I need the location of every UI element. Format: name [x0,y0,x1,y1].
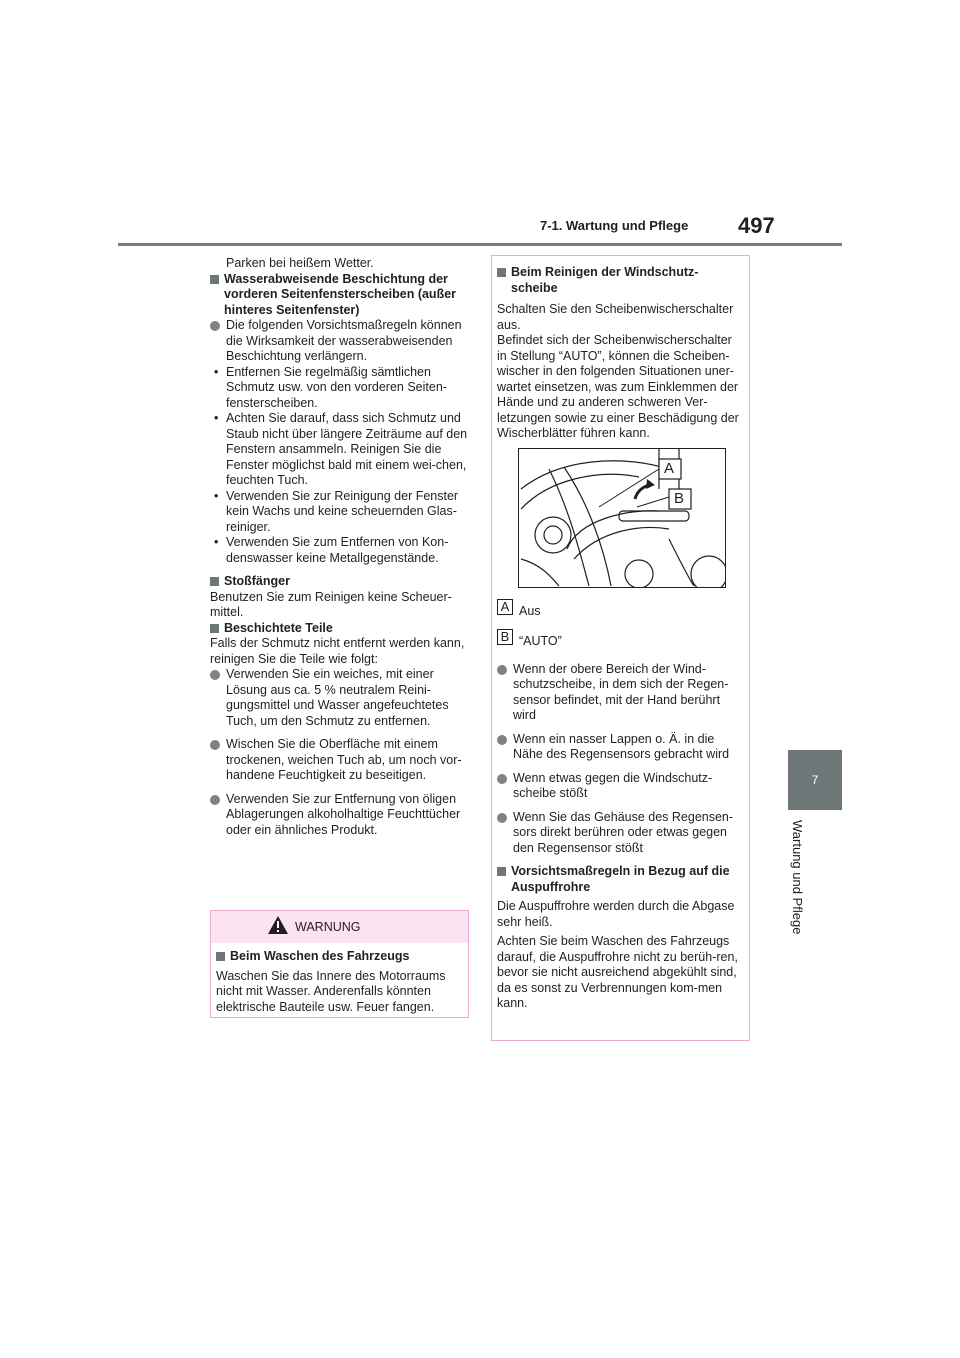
warning-heading: Beim Waschen des Fahrzeugs [216,949,462,965]
warning-title: WARNUNG [295,920,361,934]
bullet-item: • Verwenden Sie zum Entfernen von Kon-denswasser keine Metallgegenstände. [214,535,449,565]
legend-key-b: B [497,629,513,645]
warning-body [211,943,468,1015]
right-column-box [491,255,750,1041]
warning-triangle-icon [267,915,289,935]
point-item: Wenn etwas gegen die Windschutz-scheibe stößt [497,771,743,802]
exhaust-text-a: Die Auspuffrohre werden durch die Abgase sehr heiß. [497,899,735,929]
heading-bumper: Stoßfänger [210,574,470,590]
bullet-item: • Verwenden Sie zur Reinigung der Fenster kein Wachs und keine scheuernden Glas-reiniger. [214,488,459,534]
point-item: Verwenden Sie zur Entfernung von öligen Ablagerungen alkoholhaltige Feuchttücher oder ein ähnliches Produkt. [210,792,470,839]
legend-text-b: “AUTO” [519,634,562,648]
bullet-list [210,365,470,567]
point-dot-icon [497,774,507,784]
heading-coated-parts: Beschichtete Teile [210,621,470,637]
point-item: Wischen Sie die Oberfläche mit einem trockenen, weichen Tuch ab, um noch vor-handene Feuchtigkeit zu beseitigen. [210,737,470,784]
figure-label-b: B [674,489,685,507]
chapter-tab-label: Wartung und Pflege [790,820,805,935]
windshield-text-b: Befindet sich der Scheibenwischerschalter in Stellung “AUTO”, können die Scheiben-wischer in den folgenden Situationen uner-wartet einsetzen, was zum Einklemmen der Hände und zu anderen schweren Ver-letzungen sowie zu einer Beschädigung der Wischerblätter führen kann. [497,333,739,440]
legend-key-a: A [497,599,513,615]
left-column [210,256,470,846]
wiper-switch-illustration [519,449,725,587]
point-dot-icon [497,735,507,745]
heading-square-icon [497,867,506,876]
point-item: Verwenden Sie ein weiches, mit einer Lösung aus ca. 5 % neutralem Reini-gungsmittel und Wasser angefeuchtetes Tuch, um den Schmutz zu entfernen. [210,667,470,729]
page-number: 497 [738,213,775,238]
bullet-item: • Entfernen Sie regelmäßig sämtlichen Schmutz usw. von den vorderen Seiten-fensterscheiben. [214,364,447,410]
figure-label-a: A [664,459,675,477]
point-dot-icon [210,321,220,331]
header-rule [118,243,842,246]
point-dot-icon [210,740,220,750]
point-item: Wenn ein nasser Lappen o. Ä. in die Nähe des Regensensors gebracht wird [497,732,743,763]
heading-square-icon [210,577,219,586]
warning-box [210,910,469,1018]
heading-square-icon [497,268,506,277]
coated-parts-text: Falls der Schmutz nicht entfernt werden kann, reinigen Sie die Teile wie folgt: [210,636,465,666]
point-item: Wenn Sie das Gehäuse des Regensen-sors direkt berühren oder etwas gegen den Regensensor stößt [497,810,743,857]
heading-square-icon [210,624,219,633]
section-title: 7-1. Wartung und Pflege [540,218,689,233]
warning-text: Waschen Sie das Innere des Motorraums nicht mit Wasser. Anderenfalls könnten elektrische Bauteile usw. Feuer fangen. [216,968,446,1014]
point-dot-icon [210,795,220,805]
continued-text: Parken bei heißem Wetter. [226,256,374,270]
bumper-text: Benutzen Sie zum Reinigen keine Scheuer-mittel. [210,589,452,619]
heading-water-repellent: Wasserabweisende Beschichtung der vorderen Seitenfensterscheiben (außer hinteres Seitenfenster) [210,272,470,319]
heading-square-icon [216,952,225,961]
legend-item-b [497,628,743,650]
heading-exhaust: Vorsichtsmaßregeln in Bezug auf die Auspuffrohre [497,864,743,895]
point-dot-icon [497,813,507,823]
legend-text-a: Aus [519,603,541,618]
legend-item-a [497,598,743,620]
heading-square-icon [210,275,219,284]
point-dot-icon [210,670,220,680]
warning-header [211,911,468,943]
heading-windshield: Beim Reinigen der Windschutz-scheibe [497,265,743,296]
windshield-text-a: Schalten Sie den Scheibenwischerschalter aus. [497,302,734,332]
exhaust-text-b: Achten Sie beim Waschen des Fahrzeugs darauf, die Auspuffrohre nicht zu berüh-ren, bevor sie nicht ausreichend abgekühlt sind, da es sonst zu Verbrennungen kom-men kann. [497,934,738,1010]
point-item: Die folgenden Vorsichtsmaßregeln können die Wirksamkeit der wasserabweisenden Beschichtung verlängern. [210,318,470,365]
point-item: Wenn der obere Bereich der Wind-schutzscheibe, in dem sich der Regen-sensor befindet, mit der Hand berührt wird [497,662,743,724]
chapter-tab: 7 [788,750,842,810]
wiper-switch-figure [518,448,726,588]
bullet-item: • Achten Sie darauf, dass sich Schmutz und Staub nicht über längere Zeiträume auf den Fenstern ansammeln. Reinigen Sie die Fenster möglichst bald mit einem wei-chen, feuchten Tuch. [214,411,468,487]
point-dot-icon [497,665,507,675]
